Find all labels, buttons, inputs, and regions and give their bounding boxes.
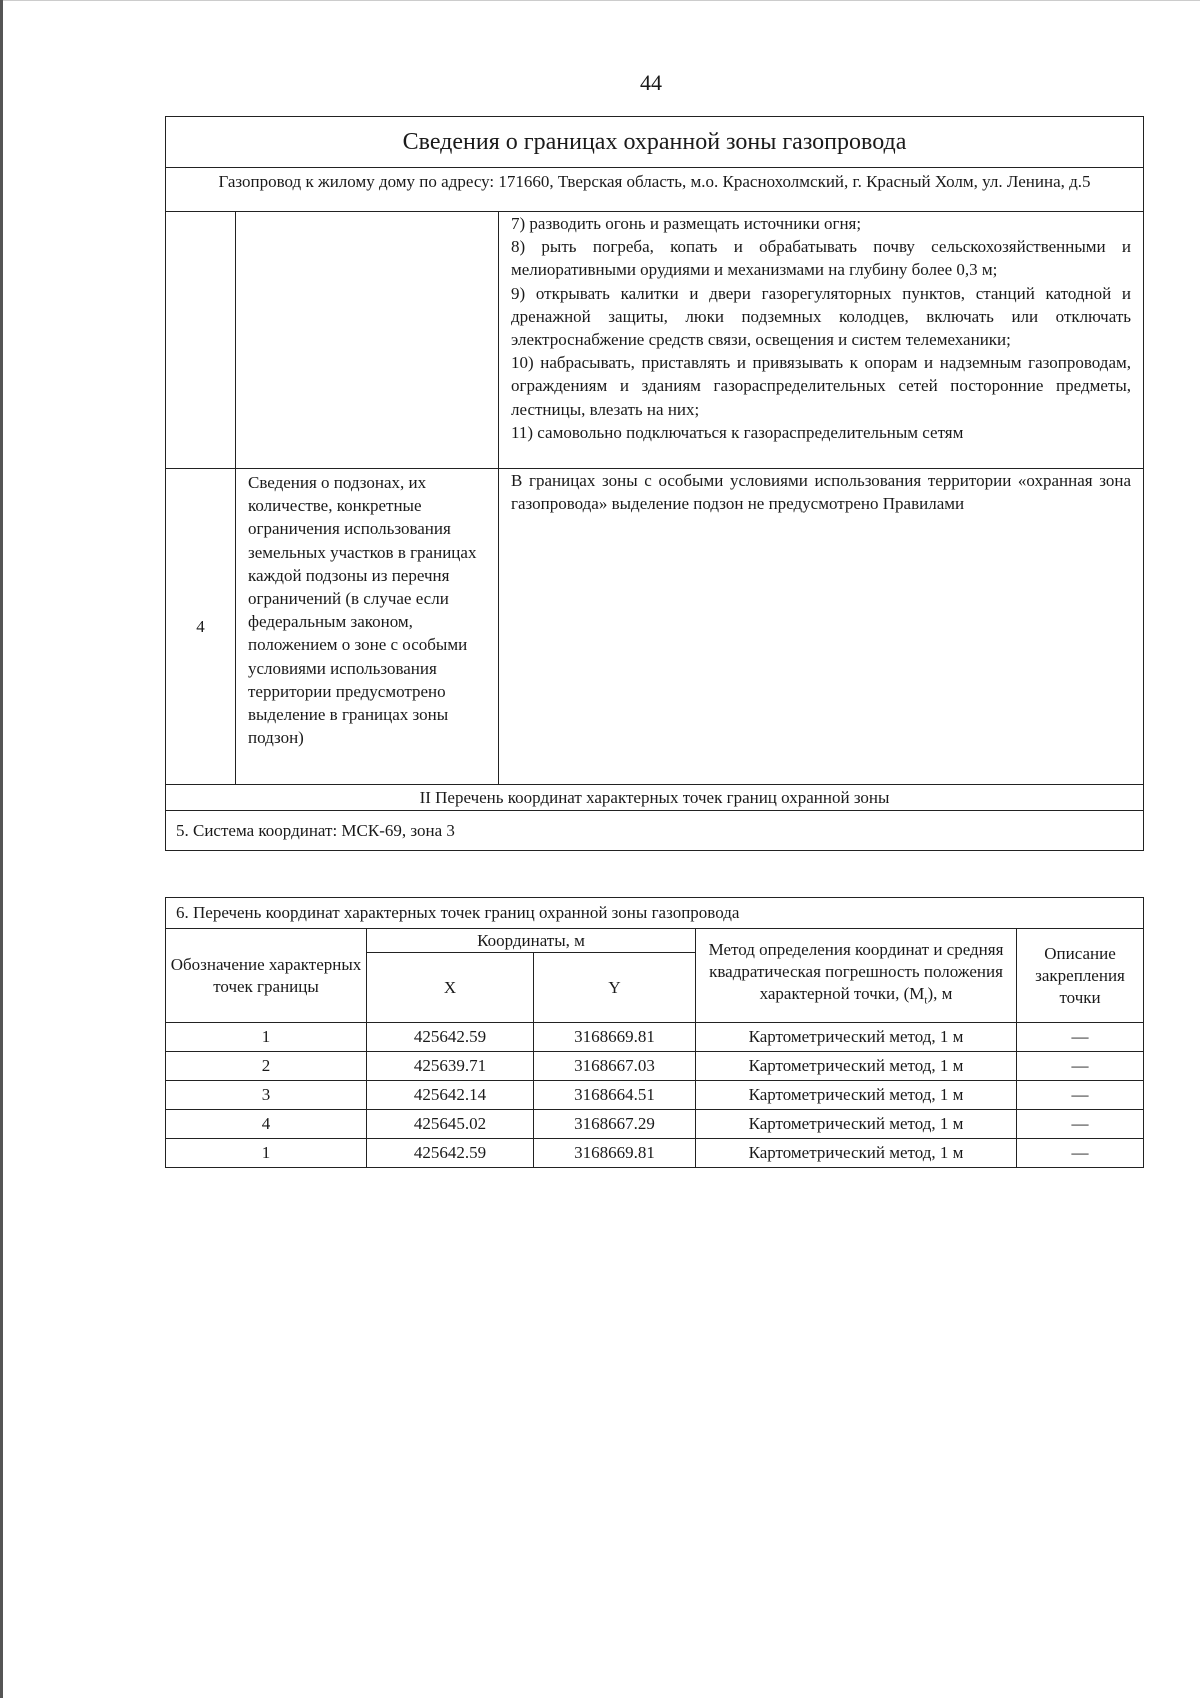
row-number: 4	[166, 469, 236, 785]
x-value: 425642.14	[367, 1081, 534, 1110]
fixing-value: —	[1017, 1081, 1144, 1110]
header-coordinates: Координаты, м	[367, 929, 696, 953]
header-y: Y	[534, 953, 696, 1023]
restriction-item: 7) разводить огонь и размещать источники огня;	[511, 214, 862, 233]
y-value: 3168667.03	[534, 1052, 696, 1081]
zone-info-table	[165, 116, 1144, 851]
header-method-unit: ), м	[927, 984, 953, 1004]
point-id: 4	[166, 1110, 367, 1139]
x-value: 425639.71	[367, 1052, 534, 1081]
table-row	[166, 1110, 1144, 1139]
y-value: 3168664.51	[534, 1081, 696, 1110]
restriction-item: 11) самовольно подключаться к газораспределительным сетям	[511, 422, 964, 442]
object-address: Газопровод к жилому дому по адресу: 171660, Тверская область, м.о. Краснохолмский, г. Красный Холм, ул. Ленина, д.5	[166, 168, 1144, 212]
header-x: X	[367, 953, 534, 1023]
table-row	[166, 1052, 1144, 1081]
coordinates-table	[165, 897, 1144, 1168]
point-id: 3	[166, 1081, 367, 1110]
fixing-value: —	[1017, 1110, 1144, 1139]
x-value: 425642.59	[367, 1139, 534, 1168]
page-number: 44	[640, 70, 662, 95]
method-value: Картометрический метод, 1 м	[696, 1052, 1017, 1081]
scan-left-edge	[0, 0, 3, 1698]
header-method	[696, 929, 1017, 1023]
page-top-edge	[0, 0, 1200, 1]
restriction-item: 8) рыть погреба, копать и обрабатывать почву сельскохозяйственными и мелиоративными орудиями и механизмами на глубину более 0,3 м;	[511, 237, 1132, 280]
point-id: 1	[166, 1023, 367, 1052]
restrictions-row	[166, 212, 1144, 469]
point-id: 2	[166, 1052, 367, 1081]
header-fixing: Описание закрепления точки	[1017, 929, 1144, 1023]
subzones-value: В границах зоны с особыми условиями использования территории «охранная зона газопровода» выделение подзон не предусмотрено Правилами	[499, 469, 1144, 785]
method-value: Картометрический метод, 1 м	[696, 1110, 1017, 1139]
x-value: 425645.02	[367, 1110, 534, 1139]
x-value: 425642.59	[367, 1023, 534, 1052]
empty-number-cell	[166, 212, 236, 469]
coordinate-system: 5. Система координат: МСК-69, зона 3	[166, 811, 1144, 851]
table-row	[166, 1081, 1144, 1110]
empty-description-cell	[236, 212, 499, 469]
method-value: Картометрический метод, 1 м	[696, 1081, 1017, 1110]
fixing-value: —	[1017, 1052, 1144, 1081]
section-heading: II Перечень координат характерных точек границ охранной зоны	[166, 785, 1144, 811]
fixing-value: —	[1017, 1139, 1144, 1168]
y-value: 3168669.81	[534, 1139, 696, 1168]
restriction-item: 10) набрасывать, приставлять и привязывать к опорам и надземным газопроводам, ограждениям и зданиям газораспределительных сетей посторонние предметы, лестницы, влезать на них;	[511, 353, 1132, 419]
header-method-text: Метод определения координат и средняя квадратическая погрешность положения характерной точки, (M	[708, 940, 1004, 1004]
restriction-item: 9) открывать калитки и двери газорегуляторных пунктов, станций катодной и дренажной защиты, люки подземных колодцев, включать или отключать электроснабжение средств связи, освещения и систем телемеханики;	[511, 283, 1132, 350]
document-title: Сведения о границах охранной зоны газопровода	[166, 117, 1144, 168]
fixing-value: —	[1017, 1023, 1144, 1052]
coordinates-list-title: 6. Перечень координат характерных точек границ охранной зоны газопровода	[166, 898, 1144, 929]
y-value: 3168669.81	[534, 1023, 696, 1052]
table-row	[166, 1139, 1144, 1168]
method-value: Картометрический метод, 1 м	[696, 1023, 1017, 1052]
y-value: 3168667.29	[534, 1110, 696, 1139]
subzones-description: Сведения о подзонах, их количестве, конкретные ограничения использования земельных участков в границах каждой подзоны из перечня ограничений (в случае если федеральным законом, положением о зоне с особыми условиями использования территории предусмотрено выделение в границах зоны подзон)	[236, 469, 499, 785]
header-point: Обозначение характерных точек границы	[166, 929, 367, 1023]
method-value: Картометрический метод, 1 м	[696, 1139, 1017, 1168]
point-id: 1	[166, 1139, 367, 1168]
table-row	[166, 1023, 1144, 1052]
restrictions-list	[499, 212, 1144, 469]
header-method-subscript: t	[924, 994, 928, 1007]
subzones-row	[166, 469, 1144, 785]
